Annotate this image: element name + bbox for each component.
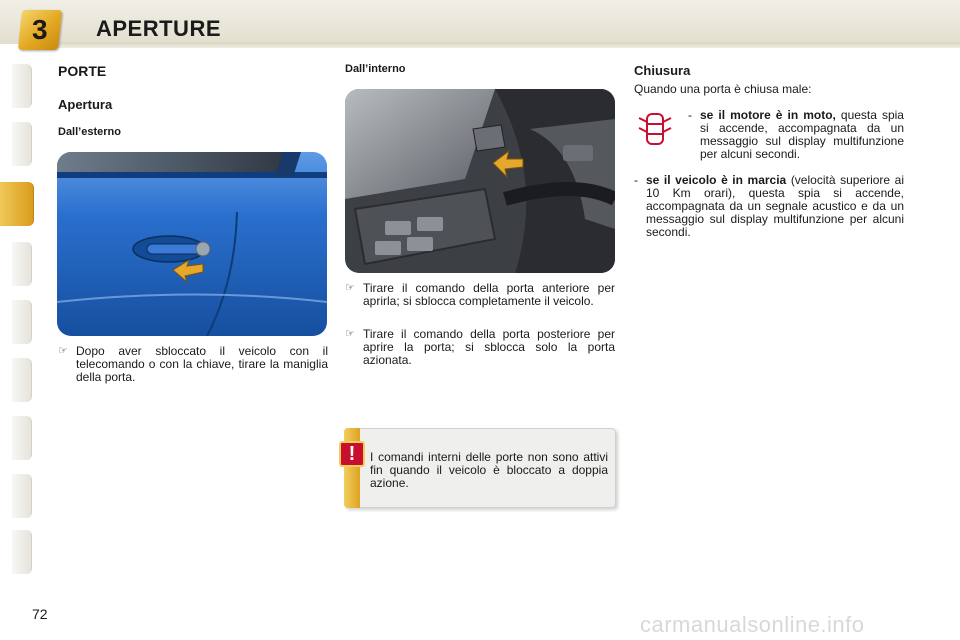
page-number: 72 bbox=[32, 606, 48, 622]
chapter-tab-8[interactable] bbox=[12, 474, 32, 518]
closure-item-moving-bold: se il veicolo è in marcia bbox=[646, 173, 787, 187]
interior-rear-bullet-text: Tirare il comando della porta posteriore per aprire la porta; si sblocca solo la porta azionata. bbox=[363, 327, 615, 367]
dash-marker: - bbox=[688, 108, 692, 122]
pointing-hand-icon: ☞ bbox=[58, 345, 68, 357]
warning-note-text: I comandi interni delle porte non sono attivi fin quando il veicolo è bloccato a doppia azione. bbox=[370, 450, 608, 490]
page-title: APERTURE bbox=[96, 16, 222, 41]
chapter-tab-6[interactable] bbox=[12, 358, 32, 402]
subsection-title-apertura: Apertura bbox=[58, 97, 113, 112]
closure-item-moving-body: (velocità superiore ai 10 Km orari), questa spia si accende, accompagnata da un segnale acustico e da un messaggio sul display multifunzione per alcuni secondi. bbox=[646, 173, 904, 239]
pointing-hand-icon: ☞ bbox=[345, 282, 355, 294]
closure-item-moving bbox=[634, 174, 904, 239]
chapter-tab-5[interactable] bbox=[12, 300, 32, 344]
door-exterior-illustration bbox=[57, 152, 327, 336]
closure-item-engine-running bbox=[688, 109, 904, 161]
chapter-tab-4[interactable] bbox=[12, 242, 32, 286]
exterior-bullet-text: Dopo aver sbloccato il veicolo con il telecomando o con la chiave, tirare la maniglia della porta. bbox=[76, 344, 328, 384]
watermark: carmanualsonline.info bbox=[640, 612, 865, 637]
interior-rear-bullet bbox=[345, 328, 615, 367]
chapter-tab-1[interactable] bbox=[12, 64, 32, 108]
section-title-porte: PORTE bbox=[58, 63, 107, 79]
dash-marker: - bbox=[634, 173, 638, 187]
header-rule bbox=[40, 42, 960, 48]
door-interior-illustration bbox=[345, 89, 615, 273]
closure-item-engine-running-body: questa spia si accende, accompagnata da un messaggio sul display multifunzione per alcuni secondi. bbox=[700, 108, 904, 161]
exclamation-warning-icon: ! bbox=[339, 441, 365, 467]
interior-front-bullet bbox=[345, 282, 615, 308]
subheading-dall-interno: Dall’interno bbox=[345, 63, 406, 75]
closure-intro: Quando una porta è chiusa male: bbox=[634, 82, 812, 96]
warning-note-bar bbox=[344, 428, 360, 508]
closure-item-moving-text bbox=[646, 174, 904, 239]
interior-front-bullet-text: Tirare il comando della porta anteriore per aprirla; si sblocca completamente il veicolo. bbox=[363, 281, 615, 308]
chapter-number: 3 bbox=[32, 14, 48, 45]
chapter-tab-3-active[interactable] bbox=[0, 182, 34, 226]
chapter-badge bbox=[18, 10, 62, 50]
exterior-bullet bbox=[58, 345, 328, 384]
section-title-chiusura: Chiusura bbox=[634, 63, 691, 78]
chapter-tab-7[interactable] bbox=[12, 416, 32, 460]
chapter-tab-2[interactable] bbox=[12, 122, 32, 166]
chapter-tab-strip bbox=[0, 64, 34, 576]
closure-item-engine-running-text bbox=[700, 109, 904, 161]
door-open-warning-icon bbox=[636, 110, 674, 148]
chapter-tab-9[interactable] bbox=[12, 530, 32, 574]
pointing-hand-icon: ☞ bbox=[345, 328, 355, 340]
closure-item-engine-running-bold: se il motore è in moto, bbox=[700, 108, 836, 122]
car-door-interior-image bbox=[345, 89, 615, 273]
car-door-exterior-image bbox=[57, 152, 327, 336]
subheading-dall-esterno: Dall’esterno bbox=[58, 126, 121, 138]
